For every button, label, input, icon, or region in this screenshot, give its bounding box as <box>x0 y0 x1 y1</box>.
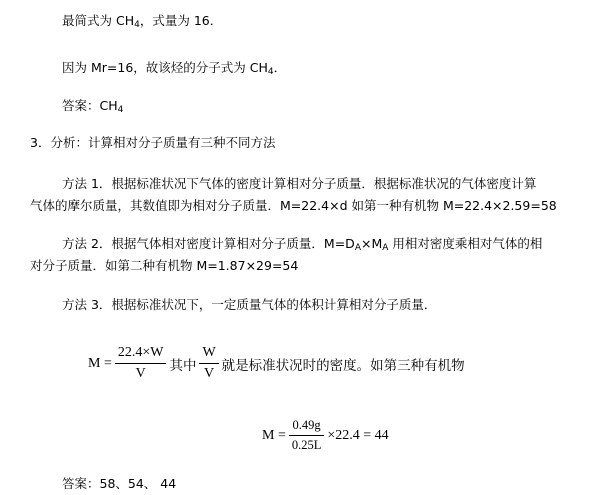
method1-line-b: 气体的摩尔质量，其数值即为相对分子质量．M=22.4×d 如第一种有机物 M=22.4×2.59=58 <box>30 198 557 213</box>
density-formula <box>88 345 465 382</box>
text-segment: ，式量为 16． <box>139 13 223 28</box>
subscript: A <box>354 243 361 253</box>
method2-line-b: 对分子质量．如第二种有机物 M=1.87×29=54 <box>30 258 299 273</box>
fraction-numerator: W <box>199 345 218 364</box>
fraction-denominator: 0.25L <box>291 438 322 452</box>
text-segment: ． <box>273 60 287 75</box>
subscript: A <box>382 243 389 253</box>
formula-text: 其中 <box>169 357 197 374</box>
method1-line-a: 方法 1．根据标准状况下气体的密度计算相对分子质量．根据标准状况的气体密度计算 <box>62 176 537 191</box>
formula-rhs: ×22.4 = 44 <box>327 427 389 443</box>
method2-line-a <box>62 236 542 252</box>
text-line-molecular-formula <box>62 60 286 76</box>
text-line-answer-ch4 <box>62 98 123 114</box>
subscript: 4 <box>134 20 140 30</box>
subscript: 4 <box>267 67 274 77</box>
fraction-numerator: 0.49g <box>289 418 325 436</box>
text-line-empirical-formula <box>62 13 222 29</box>
text-segment: 答案：CH <box>62 98 118 113</box>
formula-lhs: M = <box>88 355 112 371</box>
final-answer: 答案：58、54、 44 <box>62 476 177 491</box>
fraction-denominator: V <box>204 366 215 381</box>
fraction-denominator: V <box>135 366 146 381</box>
analysis-heading: 3．分析：计算相对分子质量有三种不同方法 <box>30 135 276 150</box>
fraction-w-over-v <box>199 345 218 382</box>
method3-line: 方法 3．根据标准状况下，一定质量气体的体积计算相对分子质量． <box>62 297 437 312</box>
calculation-formula <box>262 418 389 453</box>
text-segment: 方法 2．根据气体相对密度计算相对分子质量．M=D <box>62 236 355 251</box>
text-segment: ×M <box>360 236 383 251</box>
fraction-mass-over-volume <box>289 418 325 453</box>
text-segment: 最简式为 CH <box>62 13 135 28</box>
formula-text: 就是标准状况时的密度。如第三种有机物 <box>221 357 465 374</box>
subscript: 4 <box>117 105 124 115</box>
formula-lhs: M = <box>262 427 286 443</box>
fraction-22-4-w-over-v <box>115 345 167 382</box>
fraction-numerator: 22.4×W <box>115 345 167 364</box>
text-segment: 因为 Mr=16，故该烃的分子式为 CH <box>62 60 268 75</box>
text-segment: 用相对密度乘相对气体的相 <box>388 236 543 251</box>
